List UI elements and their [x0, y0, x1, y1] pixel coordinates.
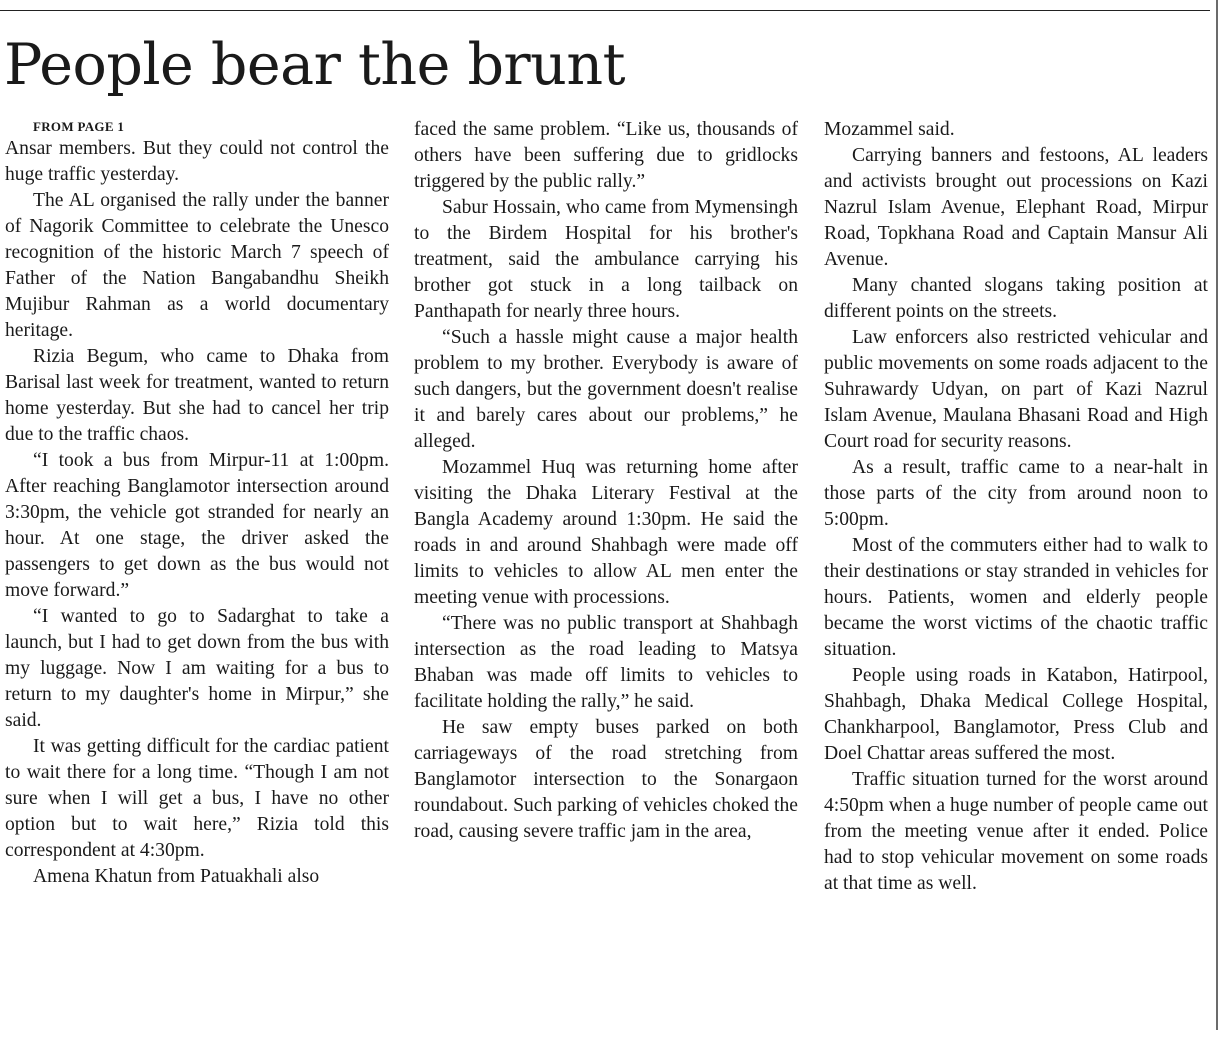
headline: People bear the brunt [4, 32, 626, 98]
paragraph: Amena Khatun from Patuakhali also [33, 866, 320, 887]
paragraph: Ansar members. But they could not control the huge traffic yesterday. [5, 138, 389, 185]
paragraph: “There was no public transport at Shahbagh intersection as the road leading to Matsya Bhaban was made off limits to vehicles to facilitate holding the rally,” he said. [414, 613, 798, 712]
article-column-2 [414, 117, 798, 845]
paragraph: “Such a hassle might cause a major health problem to my brother. Everybody is aware of such dangers, but the government doesn't realise it and barely cares about our problems,” he alleged. [414, 327, 798, 452]
paragraph: Traffic situation turned for the worst around 4:50pm when a huge number of people came out from the meeting venue after it ended. Police had to stop vehicular movement on some roads at that time as well. [824, 769, 1208, 894]
paragraph: “I wanted to go to Sadarghat to take a launch, but I had to get down from the bus with my luggage. Now I am waiting for a bus to return to my daughter's home in Mirpur,” she said. [5, 606, 389, 731]
paragraph: As a result, traffic came to a near-halt in those parts of the city from around noon to 5:00pm. [824, 457, 1208, 530]
paragraph: Mozammel Huq was returning home after visiting the Dhaka Literary Festival at the Bangla Academy around 1:30pm. He said the roads in and around Shahbagh were made off limits to vehicles to allow AL men enter the meeting venue with processions. [414, 457, 798, 608]
paragraph: faced the same problem. “Like us, thousands of others have been suffering due to gridlocks triggered by the public rally.” [414, 119, 798, 192]
article-column-3 [824, 117, 1208, 897]
paragraph: It was getting difficult for the cardiac patient to wait there for a long time. “Though I am not sure when I will get a bus, I have no other option but to wait here,” Rizia told this correspondent at 4:30pm. [5, 736, 389, 861]
paragraph: Sabur Hossain, who came from Mymensingh to the Birdem Hospital for his brother's treatment, said the ambulance carrying his brother got stuck in a long tailback on Panthapath for nearly three hours. [414, 197, 798, 322]
paragraph: People using roads in Katabon, Hatirpool, Shahbagh, Dhaka Medical College Hospital, Chankharpool, Banglamotor, Press Club and Doel Chattar areas suffered the most. [824, 665, 1208, 764]
paragraph: Carrying banners and festoons, AL leaders and activists brought out processions on Kazi Nazrul Islam Avenue, Elephant Road, Mirpur Road, Topkhana Road and Captain Mansur Ali Avenue. [824, 145, 1208, 270]
paragraph: Mozammel said. [824, 119, 955, 140]
paragraph: Law enforcers also restricted vehicular and public movements on some roads adjacent to the Suhrawardy Udyan, on part of Kazi Nazrul Islam Avenue, Maulana Bhasani Road and High Court road for security reasons. [824, 327, 1208, 452]
paragraph: Most of the commuters either had to walk to their destinations or stay stranded in vehicles for hours. Patients, women and elderly people became the worst victims of the chaotic traffic situation. [824, 535, 1208, 660]
paragraph: “I took a bus from Mirpur-11 at 1:00pm. After reaching Banglamotor intersection around 3:30pm, the vehicle got stranded for nearly an hour. At one stage, the driver asked the passengers to get down as the bus would not move forward.” [5, 450, 389, 601]
paragraph: The AL organised the rally under the banner of Nagorik Committee to celebrate the Unesco recognition of the historic March 7 speech of Father of the Nation Bangabandhu Sheikh Mujibur Rahman as a world documentary heritage. [5, 190, 389, 341]
page-edge-rule [1216, 0, 1218, 1030]
article-column-1 [5, 117, 389, 890]
paragraph: He saw empty buses parked on both carriageways of the road stretching from Banglamotor intersection to the Sonargaon roundabout. Such parking of vehicles choked the road, causing severe traffic jam in the area, [414, 717, 798, 842]
top-rule [0, 10, 1210, 11]
paragraph: Rizia Begum, who came to Dhaka from Barisal last week for treatment, wanted to return home yesterday. But she had to cancel her trip due to the traffic chaos. [5, 346, 389, 445]
jump-kicker: FROM PAGE 1 [33, 119, 125, 134]
paragraph: Many chanted slogans taking position at different points on the streets. [824, 275, 1208, 322]
